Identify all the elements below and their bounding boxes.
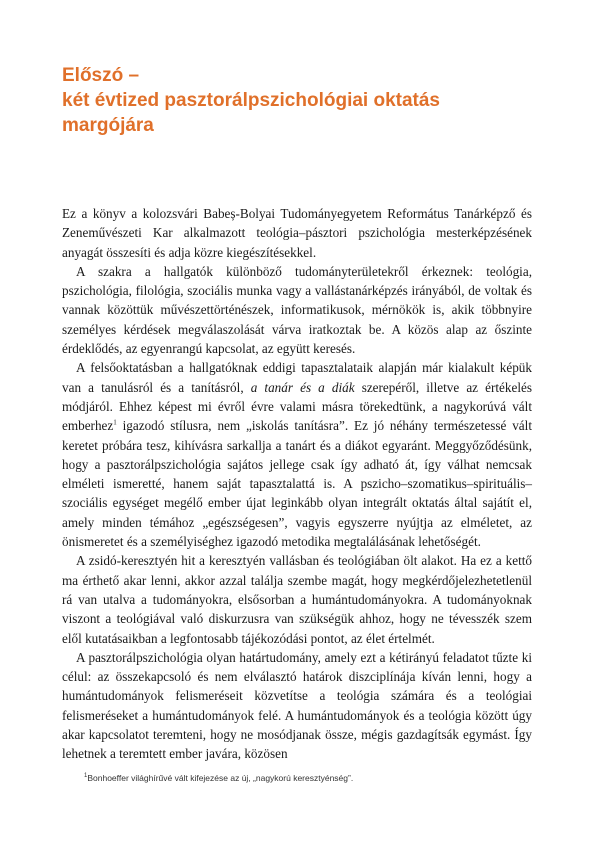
chapter-title-line-1: Előszó – [62, 65, 140, 86]
paragraph-3-part-b: szerepéről, illetve az értékelés módjáról. Ehhez képest mi évről évre valami másra törekedtünk, a nagykorúvá vált emberhez [62, 379, 532, 434]
footnote [84, 773, 534, 784]
paragraph-4: A zsidó-keresztyén hit a keresztyén vallásban és teológiában ölt alakot. Ha ez a kettő ma érthető akar lenni, akkor azzal találja szembe magát, hogy megkérdőjelezhetetlenül rá van utalva a tudományokra, elsősorban a humántudományokra. A tudományoknak viszont a teológiával való diskurzusra van szükségük ahhoz, hogy ne tévesszék szem elől kutatásaikban a legfontosabb tájékozódási pontot, az élet értelmét. [62, 553, 532, 646]
chapter-title-line-2: két évtized pasztorálpszichológiai oktatás [62, 90, 440, 111]
paragraph-3 [62, 358, 532, 551]
paragraph-3-emphasis: a tanár és a diák [250, 379, 355, 395]
paragraph-3-part-c: igazodó stílusra, nem „iskolás tanításra”. Ez jó néhány természetessé vált keretet próbára tesz, kihívásra sarkallja a tanárt és a diákot egyaránt. Meggyőződésünk, hogy a pasztorálpszichológia sajátos jellege csak így adható át, így válhat nemcsak elméleti ismeretté, hanem saját tapasztalattá is. A pszicho–szomatikus–spirituális–szociális egységet megélő ember újat leginkább olyan integrált oktatás által sajátít el, amely minden témához „egészségesen”, vagyis egyszerre nyújtja az elméletet, az önismeretet és a személyiséghez igazodó metodika megtalálásának lehetőségét. [62, 418, 532, 550]
body-text [62, 204, 532, 764]
paragraph-5: A pasztorálpszichológia olyan határtudomány, amely ezt a kétirányú feladatot tűzte ki célul: az összekapcsoló és nem elválasztó határok diszciplínája kíván lenni, hogy a humántudományok felismeréseit közvetítse a teológia számára és a teológiai felismeréseket a humántudományok felé. A humántudományok és a teológia között úgy akar kapcsolatot teremteni, hogy ne mosódjanak össze, mégis gazdagítsák egymást. Így lehetnek a teremtett ember javára, közösen [62, 649, 532, 762]
paragraph-3-part-a: A felsőoktatásban a hallgatóknak eddigi tapasztalataik alapján már kialakult képük van a tanulásról és a tanításról, [62, 360, 532, 395]
chapter-title-line-3: margójára [62, 115, 154, 136]
footnote-text: Bonhoeffer világhírűvé vált kifejezése az új, „nagykorú keresztyénség”. [87, 773, 354, 783]
paragraph-1: Ez a könyv a kolozsvári Babeș-Bolyai Tudományegyetem Református Tanárképző és Zeneművészeti Kar alkalmazott teológia–pásztori pszichológia mesterképzésének anyagát összesíti és adja közre kiegészítésekkel. [62, 206, 532, 260]
chapter-title [62, 63, 542, 138]
paragraph-2: A szakra a hallgatók különböző tudományterületekről érkeznek: teológia, pszichológia, filológia, szociális munka vagy a vallástanárképzés irányából, de voltak és vannak közöttük művészettörténészek, informatikusok, mérnökök is, akik többnyire személyes kérdések megválaszolását várva iratkoztak be. A közös alap az őszinte érdeklődés, az egyenrangú kapcsolat, az együtt keresés. [62, 263, 532, 357]
footnote-reference: 1 [113, 418, 117, 427]
footnote-marker: 1 [84, 773, 88, 780]
